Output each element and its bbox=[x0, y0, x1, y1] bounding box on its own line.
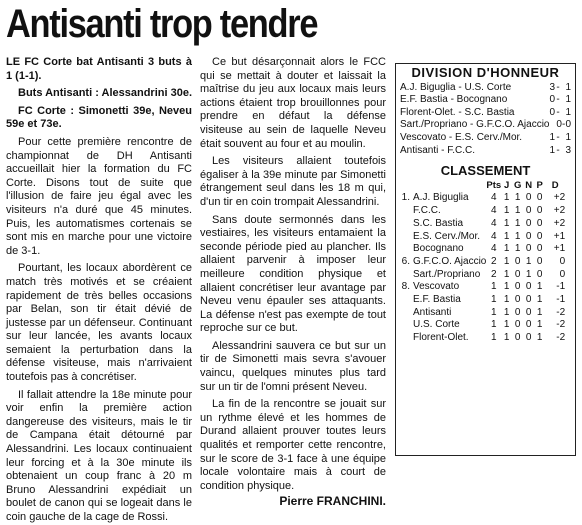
standing-j: 1 bbox=[503, 205, 510, 217]
standing-j: 1 bbox=[503, 243, 510, 255]
standing-pts: 2 bbox=[490, 268, 497, 280]
standing-n: 0 bbox=[525, 319, 532, 331]
standing-g: 0 bbox=[514, 332, 521, 344]
standing-d: +1 bbox=[553, 230, 566, 242]
standing-g: 0 bbox=[514, 319, 521, 331]
standing-g: 1 bbox=[514, 192, 521, 204]
standing-rank bbox=[400, 205, 413, 218]
standing-pts: 4 bbox=[490, 192, 497, 204]
standing-n: 0 bbox=[525, 243, 532, 255]
result-score-sep: - bbox=[556, 144, 560, 156]
standing-team: Antisanti bbox=[413, 306, 452, 318]
standing-n: 0 bbox=[525, 281, 532, 293]
standing-rank bbox=[400, 243, 413, 256]
standing-p: 0 bbox=[536, 268, 543, 280]
standing-pts: 1 bbox=[490, 319, 497, 331]
standing-n: 0 bbox=[525, 205, 532, 217]
result-match: Florent-Olet. - S.C. Bastia bbox=[400, 106, 515, 118]
standing-p: 0 bbox=[536, 192, 543, 204]
result-score-away: 3 bbox=[565, 144, 571, 156]
result-score-sep: - bbox=[556, 94, 560, 106]
standing-d: +2 bbox=[553, 217, 566, 229]
standing-pts: 1 bbox=[490, 281, 497, 293]
standing-j: 1 bbox=[503, 230, 510, 242]
standing-n: 0 bbox=[525, 306, 532, 318]
standing-g: 0 bbox=[514, 255, 521, 267]
result-row bbox=[396, 119, 575, 132]
standing-n: 0 bbox=[525, 332, 532, 344]
standing-n: 1 bbox=[525, 255, 532, 267]
standing-pts: 4 bbox=[490, 205, 497, 217]
table-row bbox=[400, 218, 565, 231]
result-score-away: 1 bbox=[565, 81, 571, 93]
standing-pts: 1 bbox=[490, 293, 497, 305]
result-score-sep: - bbox=[561, 119, 566, 131]
standing-n: 0 bbox=[525, 217, 532, 229]
standing-rank bbox=[400, 218, 413, 231]
standing-j: 1 bbox=[503, 332, 510, 344]
table-row bbox=[400, 281, 565, 294]
standing-p: 0 bbox=[536, 230, 543, 242]
standing-team: F.C.C. bbox=[413, 205, 441, 217]
standing-g: 0 bbox=[514, 281, 521, 293]
standing-rank: 1. bbox=[401, 192, 410, 204]
result-score-away: 1 bbox=[565, 131, 571, 143]
standing-p: 1 bbox=[536, 332, 543, 344]
result-score-home: 1 bbox=[549, 131, 555, 143]
standing-g: 1 bbox=[514, 217, 521, 229]
standing-p: 1 bbox=[536, 306, 543, 318]
result-match: A.J. Biguglia - U.S. Corte bbox=[400, 81, 512, 93]
header-p: P bbox=[536, 179, 543, 191]
standing-team: A.J. Biguglia bbox=[413, 192, 469, 204]
standing-p: 1 bbox=[536, 319, 543, 331]
standing-p: 1 bbox=[536, 293, 543, 305]
standing-d: -1 bbox=[556, 281, 566, 293]
standing-p: 1 bbox=[536, 281, 543, 293]
standing-g: 0 bbox=[514, 268, 521, 280]
standings-header-row bbox=[400, 180, 565, 193]
standing-rank: 8. bbox=[401, 281, 410, 293]
standing-d: -1 bbox=[556, 293, 566, 305]
table-row bbox=[400, 319, 565, 332]
standing-rank bbox=[400, 307, 413, 320]
standing-d: +2 bbox=[553, 192, 566, 204]
standing-pts: 2 bbox=[490, 255, 497, 267]
standing-rank bbox=[400, 319, 413, 332]
lead-goals-corte: FC Corte : Simonetti 39e, Neveu 59e et 73e. bbox=[6, 104, 192, 131]
standing-p: 0 bbox=[536, 255, 543, 267]
article-column-1 bbox=[6, 56, 192, 525]
standing-d: -2 bbox=[556, 319, 566, 331]
standing-rank bbox=[400, 294, 413, 307]
division-title: DIVISION D'HONNEUR bbox=[411, 65, 560, 80]
article-column-2 bbox=[200, 56, 386, 509]
paragraph: Les visiteurs allaient toutefois égaliser à la 39e minute par Simonetti étrangement seul dans les 18 m qui, d'un tir en coin trompait Alessandrini. bbox=[200, 155, 386, 208]
table-row bbox=[400, 256, 565, 269]
standing-d: -2 bbox=[556, 306, 566, 318]
result-match: Sart./Propriano - G.F.C.O. Ajaccio bbox=[400, 119, 550, 131]
standing-team: S.C. Bastia bbox=[413, 217, 464, 229]
standing-team: U.S. Corte bbox=[413, 319, 460, 331]
header-d: D bbox=[551, 179, 559, 191]
standing-pts: 4 bbox=[490, 217, 497, 229]
table-row bbox=[400, 332, 565, 345]
standing-j: 1 bbox=[503, 268, 510, 280]
standing-n: 0 bbox=[525, 293, 532, 305]
paragraph: Alessandrini sauvera ce but sur un tir de Simonetti mais sevra s'avouer vaincu, quelques minutes plus tard sur un tir de l'omni présent Neveu. bbox=[200, 339, 386, 393]
table-row bbox=[400, 294, 565, 307]
result-score-home: 0 bbox=[549, 106, 555, 118]
standing-team: Sart./Propriano bbox=[413, 268, 481, 280]
result-score-sep: - bbox=[556, 106, 560, 118]
standing-n: 1 bbox=[525, 268, 532, 280]
standing-n: 0 bbox=[525, 230, 532, 242]
author-signature: Pierre FRANCHINI. bbox=[279, 494, 386, 509]
header-pts: Pts bbox=[486, 179, 502, 191]
standing-p: 0 bbox=[536, 243, 543, 255]
standings-table bbox=[400, 180, 565, 345]
result-score-home: 3 bbox=[549, 81, 555, 93]
paragraph: Ce but désarçonnait alors le FCC qui se mettait à douter et laissait la maîtrise du jeu aux locaux mais leurs actions étaient trop brouillonnes pour prendre en défaut la défense visiteuse au sein de laquelle Neveu était souvent au four et au moulin. bbox=[200, 56, 386, 150]
standing-d: -2 bbox=[556, 332, 566, 344]
paragraph: La fin de la rencontre se jouait sur un rythme élevé et les hommes de Durand allaient prouver toutes leurs qualités et remporter cette rencontre, sur le score de 3-1 face à une équipe locale volontaire mais à court de condition physique. bbox=[200, 398, 386, 492]
results-list bbox=[396, 82, 575, 158]
standing-rank bbox=[400, 231, 413, 244]
table-row bbox=[400, 192, 565, 205]
standing-team: Bocognano bbox=[413, 243, 464, 255]
division-honneur-box bbox=[395, 63, 576, 456]
result-score-sep: - bbox=[556, 131, 560, 143]
standing-pts: 1 bbox=[490, 332, 497, 344]
headline: Antisanti trop tendre bbox=[6, 2, 318, 46]
standing-pts: 4 bbox=[490, 243, 497, 255]
lead-score: LE FC Corte bat Antisanti 3 buts à 1 (1-1). bbox=[6, 56, 192, 82]
result-row bbox=[396, 82, 575, 95]
standing-j: 1 bbox=[503, 281, 510, 293]
result-match: Antisanti - F.C.C. bbox=[400, 144, 476, 156]
standing-j: 1 bbox=[503, 255, 510, 267]
result-score-home: 1 bbox=[549, 144, 555, 156]
standing-j: 1 bbox=[503, 319, 510, 331]
result-row bbox=[396, 145, 575, 158]
classement-title: CLASSEMENT bbox=[440, 163, 531, 179]
standing-g: 1 bbox=[514, 205, 521, 217]
result-match: E.F. Bastia - Bocognano bbox=[400, 94, 508, 106]
standing-rank bbox=[400, 269, 413, 282]
standing-team: E.F. Bastia bbox=[413, 293, 461, 305]
standing-g: 0 bbox=[514, 306, 521, 318]
table-row bbox=[400, 205, 565, 218]
standing-p: 0 bbox=[536, 217, 543, 229]
result-score-home: 0 bbox=[549, 94, 555, 106]
standing-team: E.S. Cerv./Mor. bbox=[413, 230, 481, 242]
standing-team: Vescovato bbox=[413, 281, 460, 293]
standing-g: 1 bbox=[514, 230, 521, 242]
result-match: Vescovato - E.S. Cerv./Mor. bbox=[400, 131, 523, 143]
result-score-away: 1 bbox=[565, 94, 571, 106]
paragraph: Pourtant, les locaux abordèrent ce match très motivés et se créaient rapidement de très belles occasions par Belan, son tir était dévié de justesse par un défenseur. Continuant sur leur lancée, les avants locaux semaient la perturbation dans la défense visiteuse, mais n'arrivaient toutefois pas à concrétiser. bbox=[6, 262, 192, 384]
standing-j: 1 bbox=[503, 293, 510, 305]
paragraph: Sans doute sermonnés dans les vestiaires, les visiteurs entamaient la seconde période pied au plancher. Ils allaient parvenir à imposer leur meilleure condition physique et allaient concrétiser leur avantage par Neveu venu épauler ses attaquants. La défense n'est pas exempte de tout reproche sur ce but. bbox=[200, 213, 386, 335]
result-score-home: 0 bbox=[556, 119, 562, 131]
result-score-away: 0 bbox=[565, 119, 571, 131]
result-row bbox=[396, 94, 575, 107]
standing-rank bbox=[400, 332, 413, 345]
table-row bbox=[400, 269, 565, 282]
table-row bbox=[400, 307, 565, 320]
standing-d: 0 bbox=[559, 268, 566, 280]
standing-team: Florent-Olet. bbox=[413, 332, 469, 344]
result-score-away: 1 bbox=[565, 106, 571, 118]
header-g: G bbox=[513, 179, 522, 191]
standing-d: 0 bbox=[559, 255, 566, 267]
paragraph: Pour cette première rencontre de championnat de DH Antisanti accueillait hier la formation du FC Corte. Disons tout de suite que l'illusion de faire jeu égal avec les visiteurs n'a duré que 45 minutes. Puis, les automatismes cortenais se sont mis en marche pour une victoire de 3-1. bbox=[6, 135, 192, 257]
table-row bbox=[400, 231, 565, 244]
standing-j: 1 bbox=[503, 217, 510, 229]
table-row bbox=[400, 243, 565, 256]
result-row bbox=[396, 107, 575, 120]
standing-pts: 1 bbox=[490, 306, 497, 318]
standing-j: 1 bbox=[503, 192, 510, 204]
standing-d: +1 bbox=[553, 243, 566, 255]
standing-team: G.F.C.O. Ajaccio bbox=[413, 255, 487, 267]
standing-j: 1 bbox=[503, 306, 510, 318]
lead-goals-antisanti: Buts Antisanti : Alessandrini 30e. bbox=[18, 87, 193, 100]
standing-pts: 4 bbox=[490, 230, 497, 242]
result-score-sep: - bbox=[556, 81, 560, 93]
header-n: N bbox=[525, 179, 533, 191]
result-row bbox=[396, 132, 575, 145]
standing-g: 0 bbox=[514, 293, 521, 305]
standing-g: 1 bbox=[514, 243, 521, 255]
standing-n: 0 bbox=[525, 192, 532, 204]
paragraph: Il fallait attendre la 18e minute pour voir enfin la première action dangereuse des visiteurs, mais le tir de Campana était détourné par Alessandrini. Les locaux continuaient leur forcing et à la 30e minute ils obtenaient un coup franc à 20 m Bruno Alessandrini expédiait un boulet de canon qui se logeait dans le coin gauche de la cage de Rossi. bbox=[6, 388, 192, 523]
standing-rank: 6. bbox=[401, 255, 410, 267]
standing-p: 0 bbox=[536, 205, 543, 217]
header-j: J bbox=[504, 179, 510, 191]
standing-d: +2 bbox=[553, 205, 566, 217]
